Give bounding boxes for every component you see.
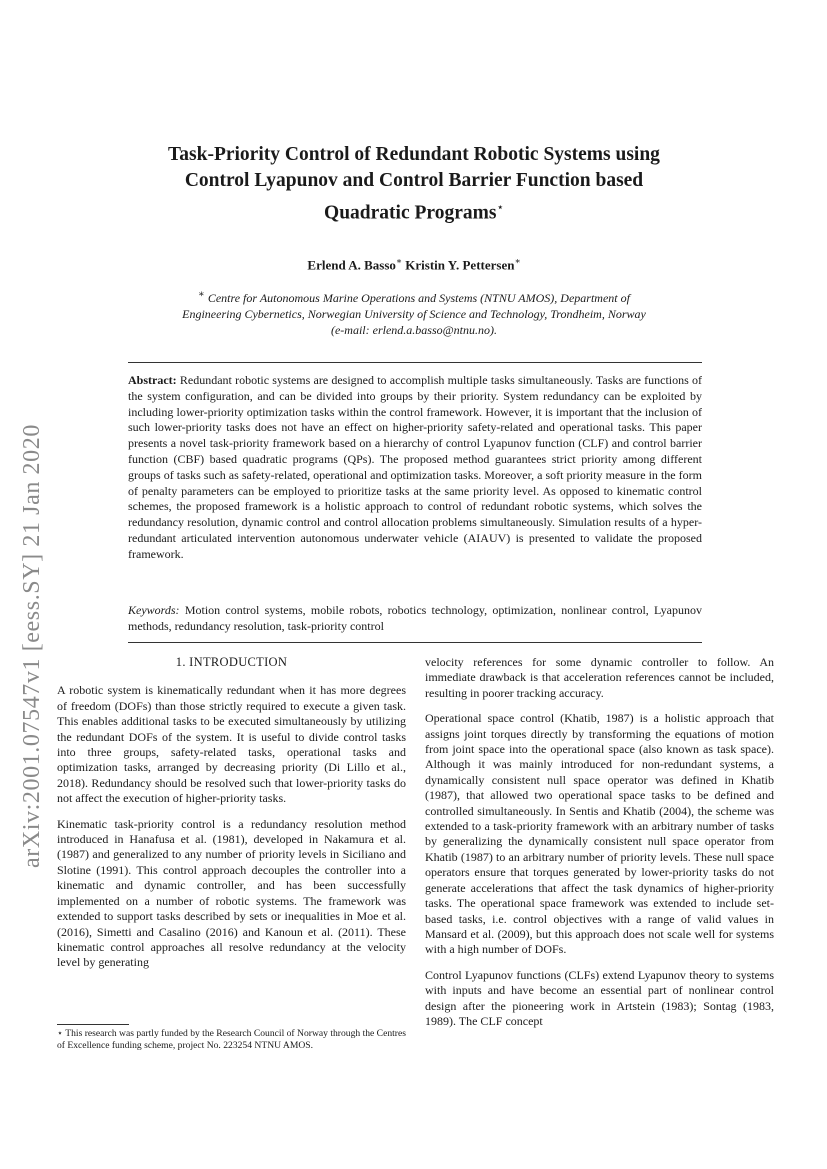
author-1-mark: ∗ [395, 256, 403, 266]
intro-paragraph-3: velocity references for some dynamic controller to follow. An immediate drawback is that acceleration references cannot be included, resulting in poorer tracking accuracy. [425, 655, 774, 700]
intro-paragraph-2: Kinematic task-priority control is a redundancy resolution method introduced in Hanafusa et al. (1981), developed in Nakamura et al. (1987) and generalized to any number of priority levels in Siciliano and Slotine (1991). This control approach decouples the controller into a kinematic and dynamic controller, and has been successfully implemented on a number of robotic systems. The framework was extended to support tasks described by sets or inequalities in Moe et al. (2016), Simetti and Casalino (2016) and Kanoun et al. (2011). These kinematic control approaches all resolve redundancy at the velocity level by generating [57, 816, 406, 970]
footnote-mark: ⋆ [57, 1028, 64, 1039]
intro-paragraph-4: Operational space control (Khatib, 1987) is a holistic approach that assigns joint torques directly by transforming the equations of motion from joint space into the operational space (also known as task space). Although it was mainly introduced for non-redundant systems, a dynamically consistent null space operator was defined in Khatib (1987), that allowed two operational space tasks to be defined and controlled simultaneously. In Sentis and Khatib (2004), the scheme was extended to a task-priority framework with an arbitrary number of tasks by generalizing the dynamically consistent null space operator from Khatib (1987) to an arbitrary number of priority levels. These null space operators ensure that torques generated by lower-priority tasks do not generate accelerations that affect the task dynamics of higher-priority tasks. The operational space framework was extended to include set-based tasks, i.e. control objectives with a range of valid values in Mansard et al. (2009), but this approach does not scale well for systems with a high number of DOFs. [425, 711, 774, 957]
footnote-rule [57, 1024, 129, 1025]
affiliation [180, 287, 648, 338]
abstract-top-rule [128, 362, 702, 363]
keywords-bottom-rule [128, 642, 702, 643]
affiliation-text: Centre for Autonomous Marine Operations and Systems (NTNU AMOS), Department of Engineering Cybernetics, Norwegian University of Science and Technology, Trondheim, Norway (e-mail: erlend.a.basso@ntnu.no). [182, 291, 646, 337]
keywords [128, 603, 702, 635]
intro-paragraph-1: A robotic system is kinematically redundant when it has more degrees of freedom (DOFs) than those strictly required to execute a given task. This enables additional tasks to be executed simultaneously by utilizing the redundant DOFs of the system. It is useful to divide control tasks into three groups, safety-related tasks, operational tasks and optimization tasks, arranged by decreasing priority (Di Lillo et al., 2018). Redundancy should be resolved such that lower-priority tasks do not affect the execution of higher-priority tasks. [57, 683, 406, 806]
abstract-text: Redundant robotic systems are designed to accomplish multiple tasks simultaneously. Tasks are functions of the system configuration, and can be divided into groups by their priority. System redundancy can be exploited by including lower-priority optimization tasks within the control framework. However, it is important that the inclusion of such lower-priority tasks does not have an effect on higher-priority safety-related and operational tasks. This paper presents a novel task-priority framework based on a hierarchy of control Lyapunov function (CLF) and control barrier function (CBF) based quadratic programs (QPs). The proposed method guarantees strict priority among different groups of tasks such as safety-related, operational and optimization tasks. Moreover, a soft priority measure in the form of penalty parameters can be employed to prioritize tasks at the same priority level. As opposed to kinematic control schemes, the proposed framework is a holistic approach to control of redundant robotic systems, which solves the redundancy resolution, dynamic control and control allocation problems simultaneously. Simulation results of a hyper-redundant articulated intervention autonomous underwater vehicle (AIAUV) is presented to validate the proposed framework. [128, 373, 703, 561]
title-text: Task-Priority Control of Redundant Robotic Systems using Control Lyapunov and Control Barrier Function based Quadratic Programs [168, 144, 660, 224]
author-1: Erlend A. Basso [307, 257, 396, 273]
author-2: Kristin Y. Pettersen [405, 257, 515, 273]
author-2-mark: ∗ [514, 256, 521, 266]
footnote-text: This research was partly funded by the Research Council of Norway through the Centres of Excellence funding scheme, project No. 223254 NTNU AMOS. [57, 1028, 406, 1052]
footnote [57, 1028, 406, 1053]
keywords-label: Keywords: [128, 603, 180, 617]
left-column [57, 655, 406, 981]
abstract [128, 373, 702, 563]
section-heading: 1. INTRODUCTION [175, 655, 288, 669]
arxiv-stamp: arXiv:2001.07547v1 [eess.SY] 21 Jan 2020 [19, 424, 45, 868]
abstract-label: Abstract: [128, 373, 177, 387]
keywords-text: Motion control systems, mobile robots, robotics technology, optimization, nonlinear control, Lyapunov methods, redundancy resolution, task-priority control [128, 603, 703, 633]
title-footnote-mark: ⋆ [496, 200, 504, 214]
intro-paragraph-5: Control Lyapunov functions (CLFs) extend Lyapunov theory to systems with inputs and have become an essential part of nonlinear control design after the pioneering work in Artstein (1983); Sontag (1983, 1989). The CLF concept [425, 967, 774, 1028]
affiliation-mark: ∗ [198, 289, 205, 300]
author-list [160, 252, 668, 274]
paper-title [160, 142, 668, 227]
right-column [425, 655, 774, 1039]
